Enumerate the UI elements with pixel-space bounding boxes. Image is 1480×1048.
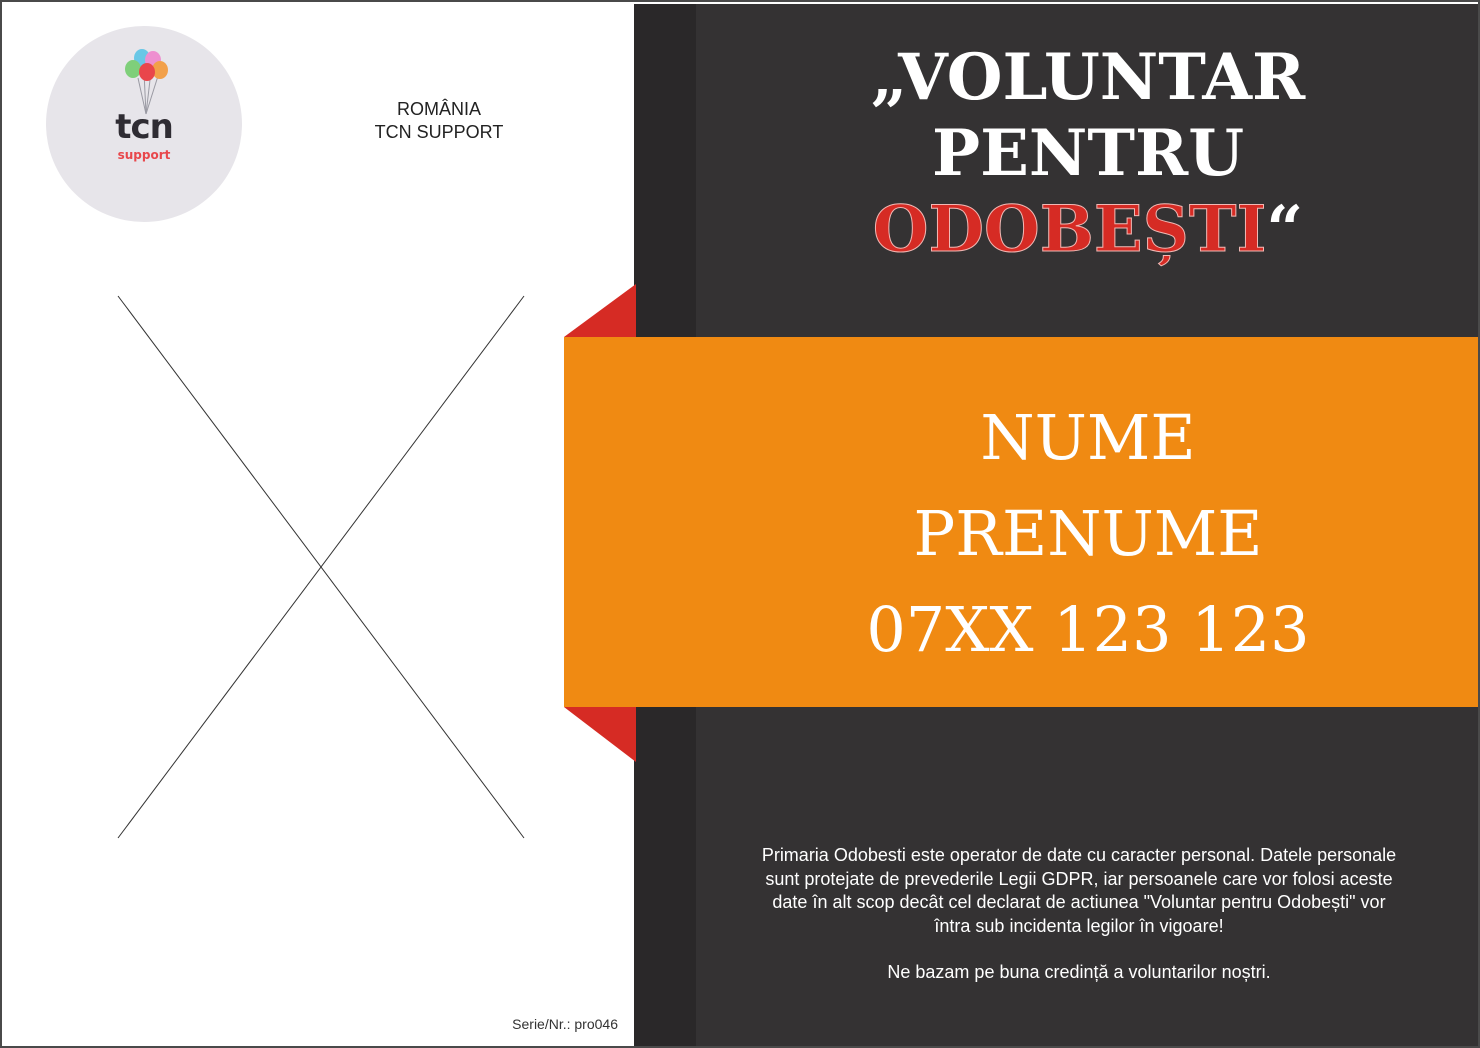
issuer-country: ROMÂNIA	[396, 99, 481, 119]
issuer-block	[334, 98, 544, 144]
serial-number: Serie/Nr.: pro046	[512, 1016, 618, 1032]
volunteer-name: NUME	[980, 401, 1196, 474]
gdpr-thanks: Ne bazam pe buna credință a voluntarilor noștri.	[887, 962, 1271, 982]
logo-sub-text: support	[117, 148, 171, 162]
title-line-3	[696, 192, 1480, 268]
ribbon-fold-bottom	[564, 707, 636, 762]
issuer-org: TCN SUPPORT	[374, 122, 504, 142]
gdpr-notice	[752, 844, 1406, 985]
title-town: ODOBEȘTI	[872, 192, 1267, 267]
badge-title	[696, 40, 1480, 268]
left-panel	[4, 4, 634, 1048]
volunteer-info	[696, 390, 1480, 678]
volunteer-surname: PRENUME	[913, 497, 1263, 570]
logo-brand-text: tcn	[115, 107, 173, 147]
title-line-1: „VOLUNTAR	[870, 40, 1306, 115]
title-close-quote: “	[1266, 192, 1304, 267]
tcn-logo	[46, 26, 242, 222]
ribbon-fold-top	[564, 284, 636, 337]
cross-placeholder-icon	[114, 294, 526, 840]
title-line-2: PENTRU	[931, 116, 1245, 191]
gdpr-text: Primaria Odobesti este operator de date cu caracter personal. Datele personale sunt protejate de prevederile Legii GDPR, iar persoanele care vor folosi aceste date în alt scop decât cel declarat de actiunea "Voluntar pentru Odobești" vor întra sub incidenta legilor în vigoare!	[761, 845, 1397, 936]
volunteer-phone: 07XX 123 123	[866, 593, 1310, 666]
